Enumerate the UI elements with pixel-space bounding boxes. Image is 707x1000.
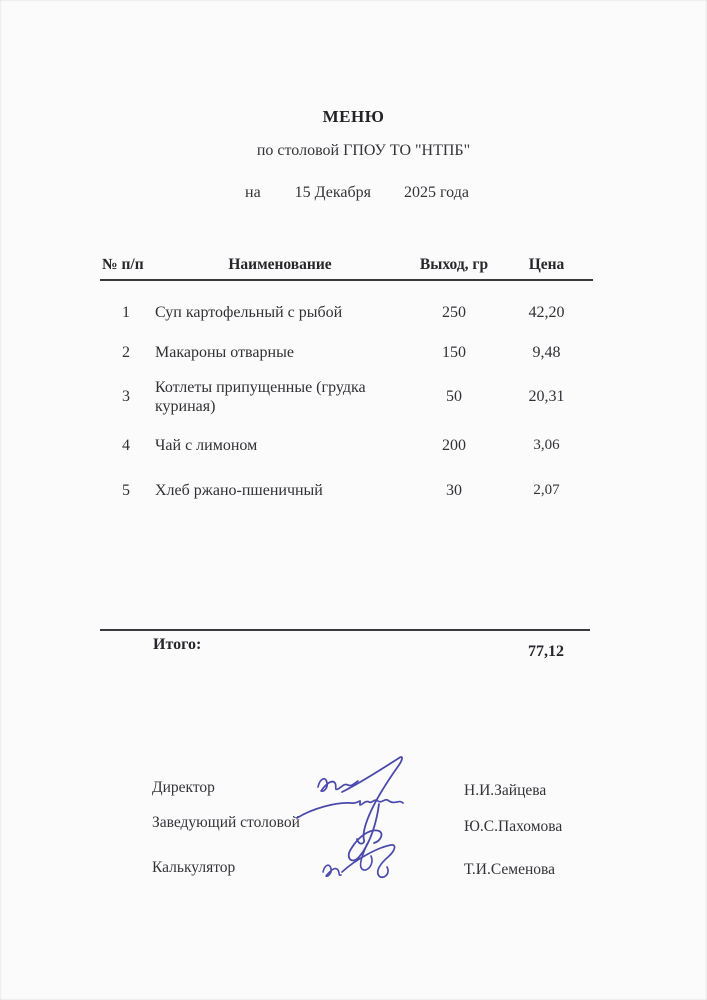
- column-header-price: Цена: [528, 256, 565, 273]
- row-number: 1: [122, 303, 130, 321]
- column-header-output: Выход, гр: [419, 256, 489, 273]
- date-prefix: на: [245, 184, 261, 201]
- document-dateline: [245, 184, 469, 202]
- dish-output: 150: [442, 343, 466, 361]
- table-header: [100, 256, 593, 281]
- table-row: [100, 343, 593, 362]
- dish-output: 200: [442, 436, 466, 454]
- signature-name-calculator: Т.И.Семенова: [464, 861, 555, 878]
- row-number: 3: [122, 388, 130, 405]
- dish-name: Чай с лимоном: [155, 437, 258, 454]
- table-row: [100, 436, 593, 455]
- date-year: 2025 года: [404, 184, 469, 201]
- signature-name-canteen-manager: Ю.С.Пахомова: [464, 818, 563, 835]
- dish-name: Макароны отварные: [155, 344, 294, 361]
- document-title: МЕНЮ: [322, 107, 385, 126]
- table-row: [100, 303, 593, 322]
- dish-price: 2,07: [533, 482, 560, 498]
- table-row: [100, 481, 593, 500]
- totals-label: Итого:: [153, 636, 202, 653]
- column-header-name: Наименование: [228, 256, 332, 273]
- document-subtitle: по столовой ГПОУ ТО "НТПБ": [256, 142, 471, 159]
- dish-name: Котлеты припущенные (грудка куриная): [155, 379, 366, 415]
- dish-name: Суп картофельный с рыбой: [155, 304, 343, 321]
- dish-price: 9,48: [532, 343, 561, 361]
- signature-name-director: Н.И.Зайцева: [464, 782, 547, 799]
- dish-output: 50: [446, 388, 462, 405]
- totals-divider: [100, 629, 590, 631]
- table-row: [100, 378, 593, 416]
- row-number: 2: [122, 343, 130, 361]
- date-day: 15 Декабря: [294, 184, 372, 201]
- dish-name: Хлеб ржано-пшеничный: [155, 482, 323, 499]
- dish-price: 42,20: [528, 303, 565, 321]
- dish-output: 250: [442, 303, 466, 321]
- signature-role-canteen-manager: Заведующий столовой: [152, 814, 300, 831]
- dish-output: 30: [446, 481, 462, 499]
- totals-value: 77,12: [528, 643, 564, 660]
- dish-price: 3,06: [533, 437, 560, 453]
- row-number: 4: [122, 436, 130, 454]
- dish-price: 20,31: [528, 388, 565, 405]
- signature-role-director: Директор: [152, 779, 215, 796]
- signature-role-calculator: Калькулятор: [152, 859, 236, 876]
- handwritten-signatures-ink: [288, 746, 426, 890]
- column-header-number: № п/п: [102, 256, 144, 273]
- row-number: 5: [122, 481, 130, 499]
